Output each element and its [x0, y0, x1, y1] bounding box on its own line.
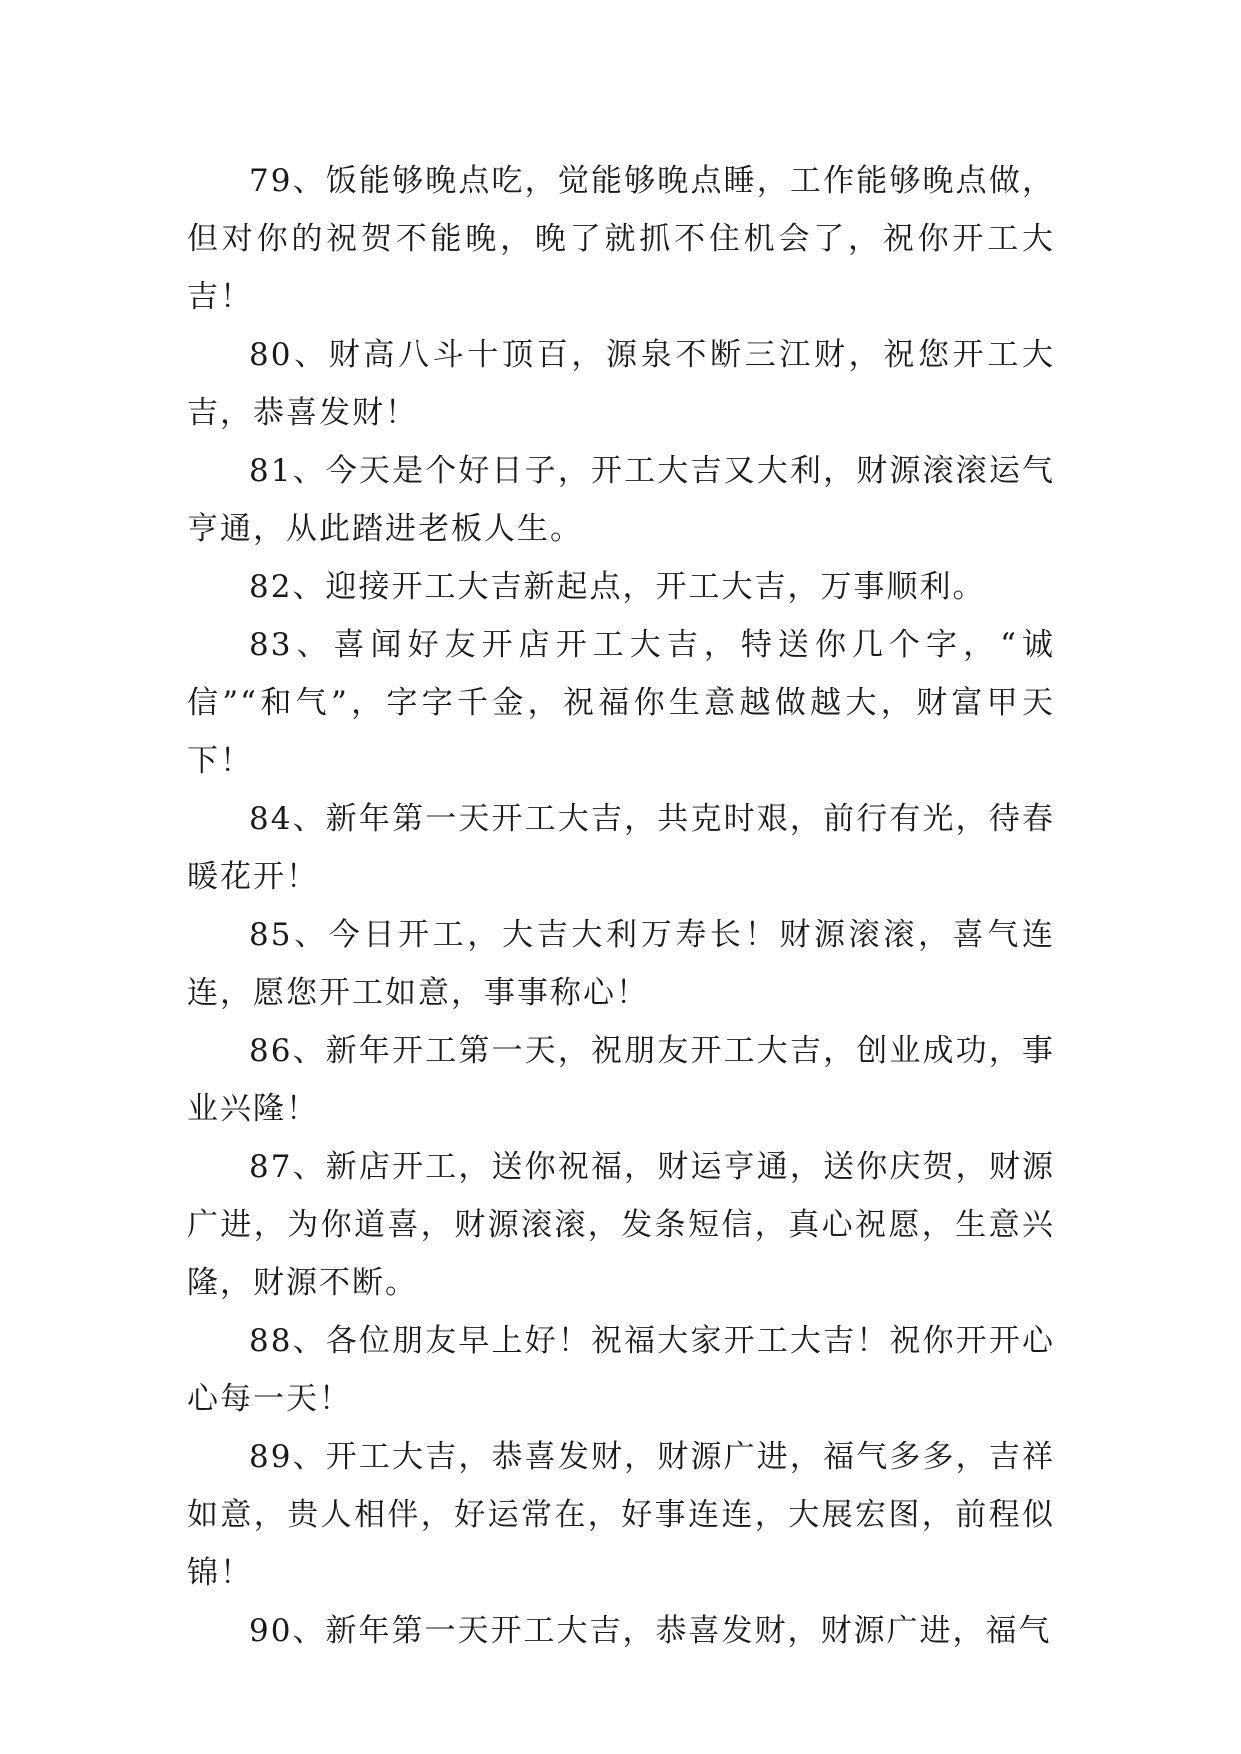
paragraph-86: 86、新年开工第一天，祝朋友开工大吉，创业成功，事业兴隆！	[187, 1033, 1055, 1127]
paragraph-87: 87、新店开工，送你祝福，财运亨通，送你庆贺，财源广进，为你道喜，财源滚滚，发条短信，真心祝愿，生意兴隆，财源不断。	[187, 1149, 1055, 1301]
paragraph-90: 90、新年第一天开工大吉，恭喜发财，财源广进，福气	[249, 1613, 1052, 1649]
paragraph-80: 80、财高八斗十顶百，源泉不断三江财，祝您开工大吉，恭喜发财！	[187, 337, 1055, 431]
document-body	[187, 152, 1055, 1660]
paragraph-82: 82、迎接开工大吉新起点，开工大吉，万事顺利。	[249, 569, 986, 605]
paragraph-89: 89、开工大吉，恭喜发财，财源广进，福气多多，吉祥如意，贵人相伴，好运常在，好事连连，大展宏图，前程似锦！	[187, 1439, 1055, 1591]
paragraph-81: 81、今天是个好日子，开工大吉又大利，财源滚滚运气亨通，从此踏进老板人生。	[187, 453, 1055, 547]
paragraph-85: 85、今日开工，大吉大利万寿长！财源滚滚，喜气连连，愿您开工如意，事事称心！	[187, 917, 1055, 1011]
paragraph-88: 88、各位朋友早上好！祝福大家开工大吉！祝你开开心心每一天！	[187, 1323, 1055, 1417]
paragraph-84: 84、新年第一天开工大吉，共克时艰，前行有光，待春暖花开！	[187, 801, 1055, 895]
paragraph-79: 79、饭能够晚点吃，觉能够晚点睡，工作能够晚点做，但对你的祝贺不能晚，晚了就抓不住机会了，祝你开工大吉！	[187, 163, 1055, 315]
paragraph-83: 83、喜闻好友开店开工大吉，特送你几个字，“诚信”“和气”，字字千金，祝福你生意越做越大，财富甲天下！	[187, 627, 1055, 779]
